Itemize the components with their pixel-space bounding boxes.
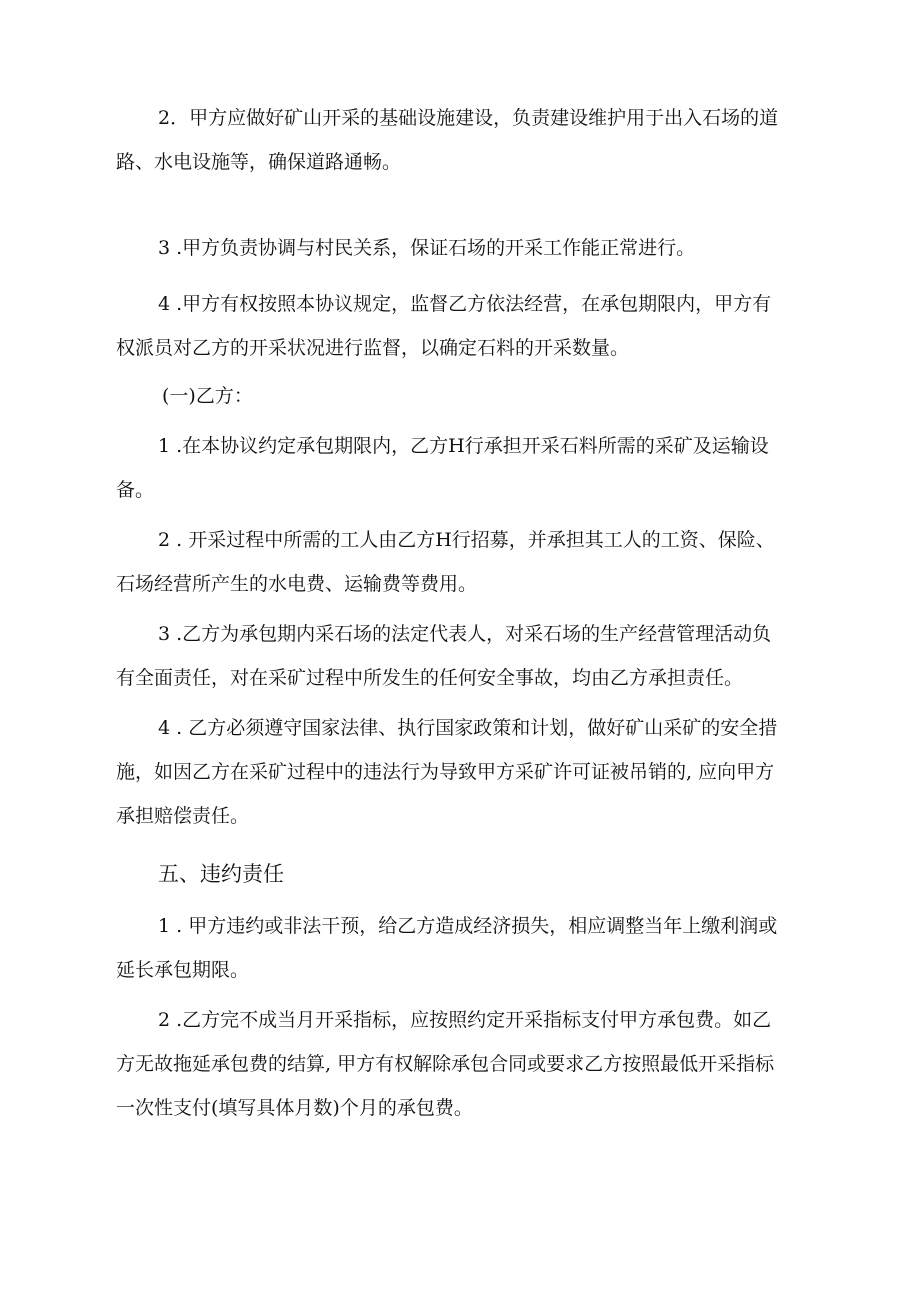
- paragraph-jiafang-3: [116, 226, 816, 270]
- paragraph-breach-2: [116, 998, 816, 1130]
- paragraph-line: 2 .乙方完不成当月开采指标，应按照约定开采指标支付甲方承包费。如乙: [158, 1009, 772, 1031]
- subsection-yifang: [116, 374, 816, 418]
- paragraph-line: 2 . 开采过程中所需的工人由乙方H行招募，并承担其工人的工资、保险、: [158, 529, 775, 551]
- paragraph-line: 4 .甲方有权按照本协议规定，监督乙方依法经营，在承包期限内，甲方有: [158, 293, 772, 315]
- paragraph-line: 方无故拖延承包费的结算, 甲方有权解除承包合同或要求乙方按照最低开采指标: [116, 1053, 775, 1075]
- paragraph-line: 路、水电设施等，确保道路通畅。: [116, 151, 402, 173]
- paragraph-line: 承担赔偿责任。: [116, 805, 250, 827]
- paragraph-line: 有全面责任，对在采矿过程中所发生的任何安全事故，均由乙方承担责任。: [116, 667, 744, 689]
- paragraph-jiafang-4: [116, 282, 816, 370]
- paragraph-yifang-2: [116, 518, 816, 606]
- section-heading: 五、违约责任: [158, 862, 284, 886]
- paragraph-line: 一次性支付(填写具体月数)个月的承包费。: [116, 1097, 473, 1119]
- paragraph-line: 1 .在本协议约定承包期限内，乙方H行承担开采石料所需的采矿及运输设: [158, 435, 769, 457]
- paragraph-line: 1 . 甲方违约或非法干预，给乙方造成经济损失，相应调整当年上缴利润或: [158, 915, 778, 937]
- paragraph-line: 延长承包期限。: [116, 959, 250, 981]
- paragraph-line: 石场经营所产生的水电费、运输费等费用。: [116, 573, 478, 595]
- paragraph-breach-1: [116, 904, 816, 992]
- paragraph-yifang-1: [116, 424, 816, 512]
- paragraph-line: 3 .甲方负责协调与村民关系，保证石场的开采工作能正常进行。: [158, 237, 696, 259]
- paragraph-line: 权派员对乙方的开采状况进行监督，以确定石料的开采数量。: [116, 337, 630, 359]
- paragraph-line: 备。: [116, 479, 155, 501]
- paragraph-yifang-3: [116, 612, 816, 700]
- paragraph-line: 4 . 乙方必须遵守国家法律、执行国家政策和计划，做好矿山采矿的安全措: [158, 717, 778, 739]
- paragraph-line: 施，如因乙方在采矿过程中的违法行为导致甲方采矿许可证被吊销的, 应向甲方: [116, 761, 775, 783]
- paragraph-line: (一)乙方：: [162, 385, 253, 407]
- paragraph-line: 2．甲方应做好矿山开采的基础设施建设，负责建设维护用于出入石场的道: [158, 107, 779, 129]
- paragraph-jiafang-2: [116, 96, 816, 184]
- paragraph-yifang-4: [116, 706, 816, 838]
- paragraph-line: 3 .乙方为承包期内采石场的法定代表人，对采石场的生产经营管理活动负: [158, 623, 772, 645]
